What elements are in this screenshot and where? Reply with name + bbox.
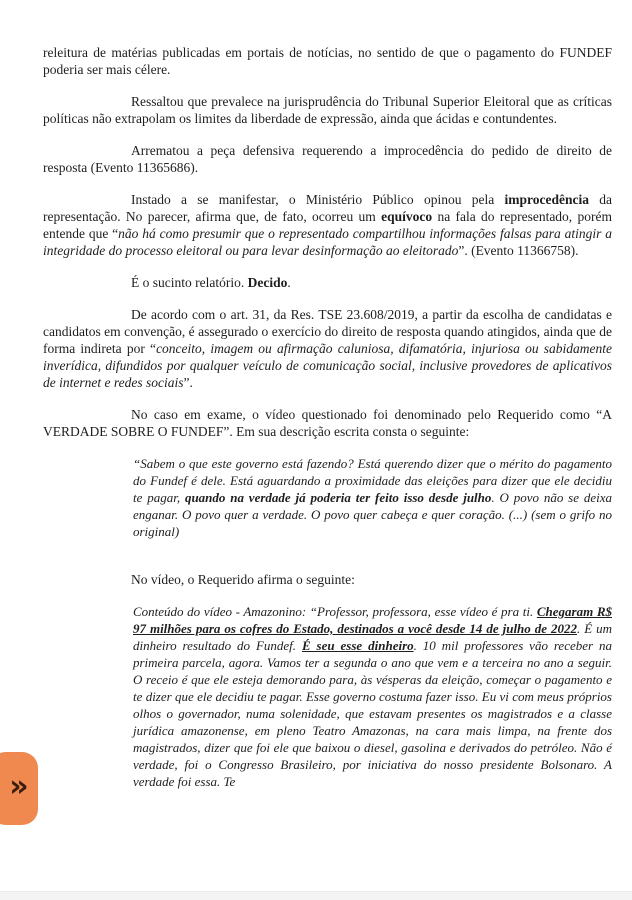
- text-segment: .: [287, 275, 291, 290]
- double-chevron-right-icon: »: [9, 768, 29, 804]
- text-segment: não há como presumir que o representado compartilhou informações falsas para atingir a integridade do processo eleitoral ou para levar desinformação ao eleitorado: [43, 226, 612, 258]
- text-segment: “Sabem o que este governo está fazendo? Está querendo dizer que o mérito do pagamento do Fundef é dele. Está aguardando a proximidade das eleições para dizer que ele decidiu te pagar,: [133, 456, 612, 505]
- paragraph: [43, 406, 612, 440]
- text-segment: . O povo não se deixa enganar. O povo quer a verdade. O povo quer cabeça e quer coração. (...) (sem o grifo no original): [133, 490, 613, 539]
- paragraph: [43, 44, 612, 78]
- text-segment: Instado a se manifestar, o Ministério Público opinou pela: [131, 192, 505, 207]
- text-segment: Chegaram R$ 97 milhões para os cofres do Estado, destinados a você desde 14 de julho de 2022: [133, 604, 612, 636]
- block-quote: [133, 603, 612, 790]
- text-segment: No vídeo, o Requerido afirma o seguinte:: [131, 572, 355, 587]
- text-segment: De acordo com o art. 31, da Res. TSE 23.608/2019, a partir da escolha de candidatas e candidatos em convenção, é assegurado o exercício do direito de resposta quando atingidos, ainda que de forma indireta por “: [43, 307, 612, 356]
- text-segment: releitura de matérias publicadas em portais de notícias, no sentido de que o pagamento do FUNDEF poderia ser mais célere.: [43, 45, 612, 77]
- block-quote: [133, 455, 612, 540]
- text-segment: . É um dinheiro resultado do Fundef.: [133, 621, 612, 653]
- text-segment: . 10 mil professores vão receber na primeira parcela, agora. Vamos ter a segunda o ano que vem e a terceira no ano a seguir. O receio é que ele esteja demorando para, às vésperas da eleição, começar o pagamento e te dizer que ele decidiu te pagar. Esse governo costuma fazer isso. Eu vi com meus próprios olhos o governador, numa solenidade, que estavam presentes os magistrados e a classe jurídica amazonense, em pleno Teatro Amazonas, na cara mais limpa, na frente dos magistrados, dizer que foi ele que baixou o diesel, gasolina e derivados do petróleo. Não é verdade, foi o Congresso Brasileiro, por iniciativa do nosso presidente Bolsonaro. A verdade foi essa. Te: [133, 638, 612, 789]
- paragraph: [43, 142, 612, 176]
- paragraph: [43, 93, 612, 127]
- text-segment: É seu esse dinheiro: [301, 638, 414, 653]
- text-segment: ”. (Evento 11366758).: [458, 243, 579, 258]
- paragraph: [43, 274, 612, 291]
- text-segment: equívoco: [381, 209, 433, 224]
- text-segment: Ressaltou que prevalece na jurisprudência do Tribunal Superior Eleitoral que as críticas políticas não extrapolam os limites da liberdade de expressão, ainda que ácidas e contundentes.: [43, 94, 612, 126]
- text-segment: na fala do representado, porém entende que “: [43, 209, 612, 241]
- paragraph: [43, 191, 612, 259]
- text-segment: quando na verdade já poderia ter feito isso desde julho: [184, 490, 492, 505]
- text-segment: É o sucinto relatório.: [131, 275, 248, 290]
- text-segment: da representação. No parecer, afirma que, de fato, ocorreu um: [43, 192, 612, 224]
- text-segment: ”.: [183, 375, 193, 390]
- text-segment: Arrematou a peça defensiva requerendo a improcedência do pedido de direito de resposta (Evento 11365686).: [43, 143, 612, 175]
- text-segment: No caso em exame, o vídeo questionado foi denominado pelo Requerido como “A VERDADE SOBRE O FUNDEF”. Em sua descrição escrita consta o seguinte:: [43, 407, 612, 439]
- bottom-scrollbar-track[interactable]: [0, 891, 632, 900]
- document-content: [43, 44, 612, 805]
- text-segment: Conteúdo do vídeo - Amazonino: “Professor, professora, esse vídeo é pra ti.: [133, 604, 537, 619]
- paragraph: [43, 571, 612, 588]
- text-segment: Decido: [247, 275, 288, 290]
- text-segment: conceito, imagem ou afirmação caluniosa, difamatória, injuriosa ou sabidamente inverídica, difundidos por qualquer veículo de comunicação social, inclusive provedores de aplicativos de internet e redes sociais: [43, 341, 613, 390]
- text-segment: improcedência: [504, 192, 589, 207]
- expand-sidebar-button[interactable]: [0, 752, 38, 825]
- paragraph: [43, 306, 612, 391]
